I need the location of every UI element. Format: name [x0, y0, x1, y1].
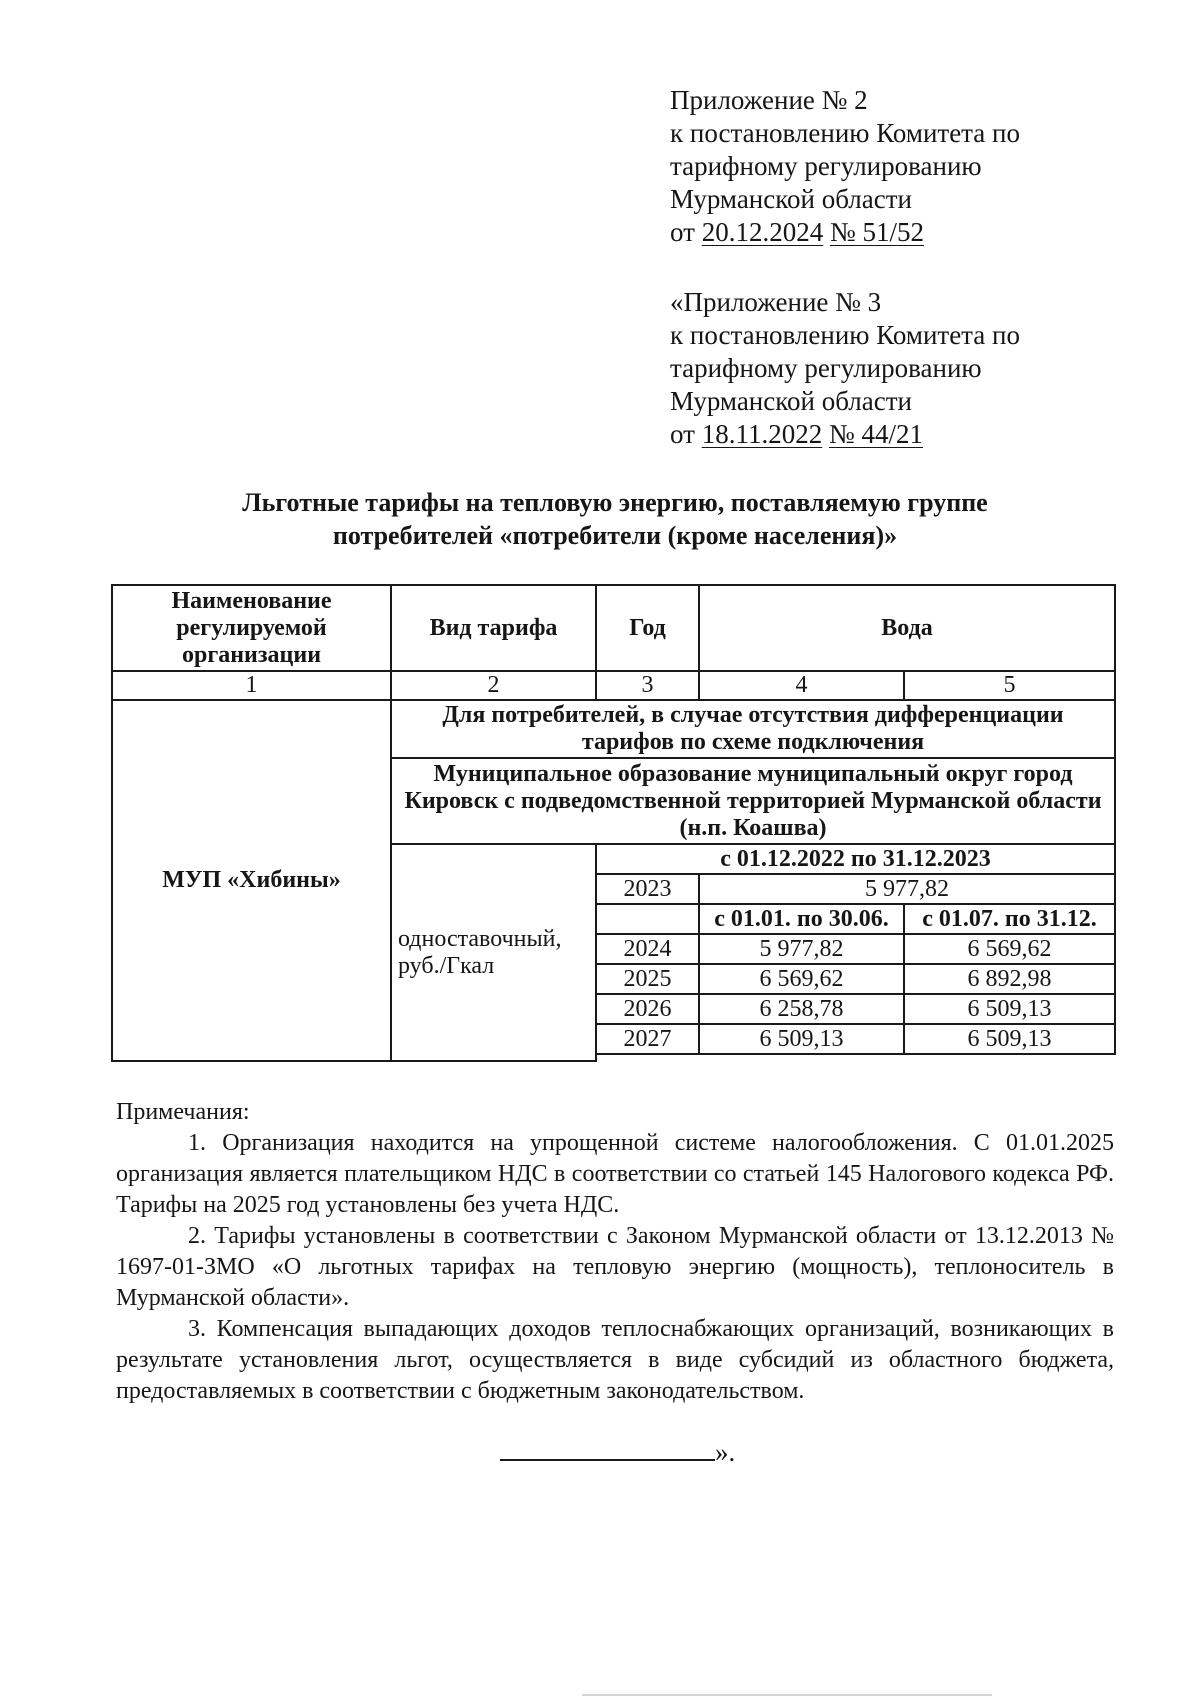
- header-tariff-type: Вид тарифа: [391, 585, 596, 671]
- column-number: 5: [904, 671, 1115, 700]
- closing-quote: ».: [715, 1437, 736, 1467]
- annex-previous-date: 18.11.2022: [701, 419, 823, 449]
- note-item: 3. Компенсация выпадающих доходов теплоснабжающих организаций, возникающих в результате установления льгот, осуществляется в виде субсидий из областного бюджета, предоставляемых в соответствии с бюджетным законодательством.: [116, 1316, 1114, 1404]
- annex-previous-date-prefix: от: [670, 419, 695, 449]
- year-cell: 2027: [596, 1024, 699, 1054]
- value-half1: 5 977,82: [699, 934, 904, 964]
- annex-previous-number: № 44/21: [828, 419, 923, 449]
- closing-mark: [500, 1437, 735, 1468]
- column-number-row: [112, 671, 1115, 700]
- value-half2: 6 509,13: [904, 994, 1115, 1024]
- header-year: Год: [596, 585, 699, 671]
- annex-current-date-line: [670, 216, 1020, 249]
- annex-current-number: № 51/52: [829, 217, 924, 247]
- annex-current-date: 20.12.2024: [701, 217, 824, 247]
- column-number: 3: [596, 671, 699, 700]
- annex-current-title: Приложение № 2: [670, 85, 868, 115]
- closing-underline: [500, 1437, 715, 1461]
- notes-title: Примечания:: [116, 1099, 250, 1125]
- annex-previous-line3: Мурманской области: [670, 386, 912, 416]
- note-item: 1. Организация находится на упрощенной системе налогообложения. С 01.01.2025 организация является плательщиком НДС в соответствии со статьей 145 Налогового кодекса РФ. Тарифы на 2025 год установлены без учета НДС.: [116, 1130, 1114, 1218]
- document-title: [120, 486, 1110, 552]
- value-half2: 6 509,13: [904, 1024, 1115, 1054]
- value-half2: 6 892,98: [904, 964, 1115, 994]
- value-2023: 5 977,82: [699, 874, 1115, 904]
- year-cell: 2024: [596, 934, 699, 964]
- annex-current-line3: Мурманской области: [670, 184, 912, 214]
- header-org: Наименование регулируемой организации: [112, 585, 391, 671]
- annex-previous-block: [670, 286, 1020, 451]
- column-number: 1: [112, 671, 391, 700]
- value-half1: 6 569,62: [699, 964, 904, 994]
- section-consumers: Для потребителей, в случае отсутствия дифференциации тарифов по схеме подключения: [391, 700, 1115, 758]
- annex-current-line1: к постановлению Комитета по: [670, 118, 1020, 148]
- half2-label: с 01.07. по 31.12.: [904, 904, 1115, 934]
- value-half2: 6 569,62: [904, 934, 1115, 964]
- empty-year-cell: [596, 904, 699, 934]
- note-item: 2. Тарифы установлены в соответствии с Законом Мурманской области от 13.12.2013 № 1697-01-ЗМО «О льготных тарифах на тепловую энергию (мощность), теплоноситель в Мурманской области».: [116, 1223, 1114, 1311]
- table-header-row: [112, 585, 1115, 671]
- document-title-line2: потребителей «потребители (кроме населения)»: [332, 521, 898, 550]
- year-cell: 2023: [596, 874, 699, 904]
- period-2023: с 01.12.2022 по 31.12.2023: [596, 844, 1115, 874]
- bottom-scan-line: [582, 1694, 992, 1696]
- annex-previous-line1: к постановлению Комитета по: [670, 320, 1020, 350]
- year-cell: 2025: [596, 964, 699, 994]
- notes: [116, 1097, 1114, 1407]
- value-half1: 6 509,13: [699, 1024, 904, 1054]
- annex-previous-line2: тарифному регулированию: [670, 353, 982, 383]
- document-title-line1: Льготные тарифы на тепловую энергию, поставляемую группе: [242, 488, 988, 517]
- column-number: 2: [391, 671, 596, 700]
- annex-current-date-prefix: от: [670, 217, 695, 247]
- organization-name: МУП «Хибины»: [112, 700, 391, 1061]
- column-number: 4: [699, 671, 904, 700]
- half1-label: с 01.01. по 30.06.: [699, 904, 904, 934]
- section-consumers-row: [112, 700, 1115, 758]
- tariff-type: одноставочный, руб./Гкал: [391, 844, 596, 1061]
- value-half1: 6 258,78: [699, 994, 904, 1024]
- section-municipality: Муниципальное образование муниципальный округ город Кировск с подведомственной территорией Мурманской области (н.п. Коашва): [391, 758, 1115, 844]
- annex-current-block: [670, 84, 1020, 249]
- annex-previous-title: «Приложение № 3: [670, 287, 882, 317]
- header-water: Вода: [699, 585, 1115, 671]
- annex-current-line2: тарифному регулированию: [670, 151, 982, 181]
- tariff-table: [111, 584, 1116, 1062]
- annex-previous-date-line: [670, 418, 1020, 451]
- year-cell: 2026: [596, 994, 699, 1024]
